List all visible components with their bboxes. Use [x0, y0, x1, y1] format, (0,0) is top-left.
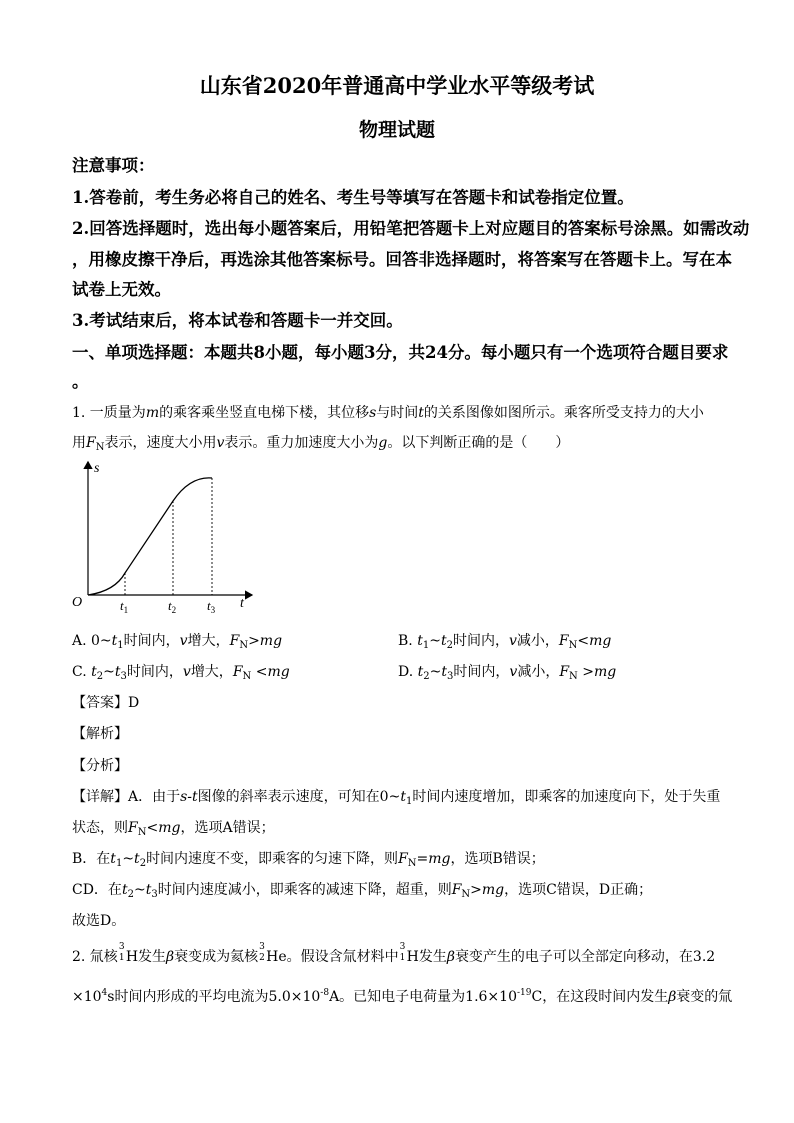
q1-option-a: A. $0\sim t_1$时间内，v增大，$F_N>mg$: [72, 633, 283, 651]
isotope-h3-a: 3 1: [118, 942, 125, 963]
notes-item-2-line-1: 2.回答选择题时，选出每小题答案后，用铅笔把答题卡上对应题目的答案标号涂黑。如需改动: [72, 219, 750, 238]
q1-stem-line-2: 用$F_N$表示，速度大小用v表示。重力加速度大小为g。以下判断正确的是（ ）: [72, 435, 570, 453]
t-axis-label: t: [240, 596, 244, 611]
notes-item-3: 3.考试结束后，将本试卷和答题卡一并交回。: [72, 311, 403, 330]
isotope-h3-b: 3 1: [399, 942, 406, 963]
q1-option-d: D. $t_2\sim t_3$时间内，v减小，$F_N >mg$: [398, 664, 617, 682]
displacement-time-graph: [60, 458, 260, 618]
notes-item-1: 1.答卷前，考生务必将自己的姓名、考生号等填写在答题卡和试卷指定位置。: [72, 188, 634, 207]
section-heading-line-1: 一、单项选择题：本题共8小题，每小题3分，共24分。每小题只有一个选项符合题目要求: [72, 343, 729, 362]
q1-detail-line-3: B．在$t_1\sim t_2$时间内速度不变，即乘客的匀速下降，则$F_N=mg$，选项B错误；: [72, 851, 545, 869]
s-t-curve: [88, 478, 212, 595]
t3-label: $t_3$: [207, 598, 216, 615]
q2-stem-line-2: $\times 10^4s$时间内形成的平均电流为$5.0\times 10^{-8}A$。已知电子电荷量为$1.6\times 10^{-19}C$，在这段时间内发生β衰变的氚: [72, 988, 733, 1005]
q1-detail-line-2: 状态，则$F_N<mg$，选项A错误；: [72, 820, 275, 838]
q2-stem-line-1: 2. 氚核 3 1 H发生β衰变成为氦核 3 2 He。假设含氚材料中 3 1 H发生β衰变产生的电子可以全部定向移动，在3.2: [72, 942, 716, 965]
isotope-he3: 3 2: [259, 942, 265, 963]
t1-label: $t_1$: [120, 598, 129, 615]
q1-detail-line-4: CD．在$t_2\sim t_3$时间内速度减小，即乘客的减速下降，超重，则$F_N>mg$，选项C错误，D正确；: [72, 882, 653, 900]
q1-answer: 【答案】D: [72, 695, 140, 711]
t2-label: $t_2$: [168, 598, 177, 615]
q1-detail-line-5: 故选D。: [72, 913, 126, 929]
q1-fenxi-tag: 【分析】: [72, 758, 128, 774]
notes-item-2-line-3: 试卷上无效。: [72, 280, 171, 299]
notes-heading: 注意事项：: [72, 156, 155, 175]
section-heading-line-2: 。: [72, 372, 89, 391]
q1-detail-line-1: 【详解】A．由于s-t图像的斜率表示速度，可知在$0\sim t_1$时间内速度增加，即乘客的加速度向下，处于失重: [72, 789, 721, 807]
notes-item-2-line-2: ，用橡皮擦干净后，再选涂其他答案标号。回答非选择题时，将答案写在答题卡上。写在本: [72, 250, 732, 269]
q1-option-b: B. $t_1\sim t_2$时间内，v减小，$F_N<mg$: [398, 633, 612, 651]
exam-title: 山东省2020年普通高中学业水平等级考试: [199, 73, 595, 98]
q1-option-c: C. $t_2\sim t_3$时间内，v增大，$F_N <mg$: [72, 664, 290, 682]
q1-stem-line-1: 1. 一质量为m的乘客乘坐竖直电梯下楼，其位移s与时间t的关系图像如图所示。乘客所受支持力的大小: [72, 405, 704, 421]
exam-subtitle: 物理试题: [358, 119, 435, 141]
s-axis-label: s: [94, 461, 100, 476]
origin-label: O: [72, 595, 83, 610]
q1-analysis-tag: 【解析】: [72, 726, 128, 742]
